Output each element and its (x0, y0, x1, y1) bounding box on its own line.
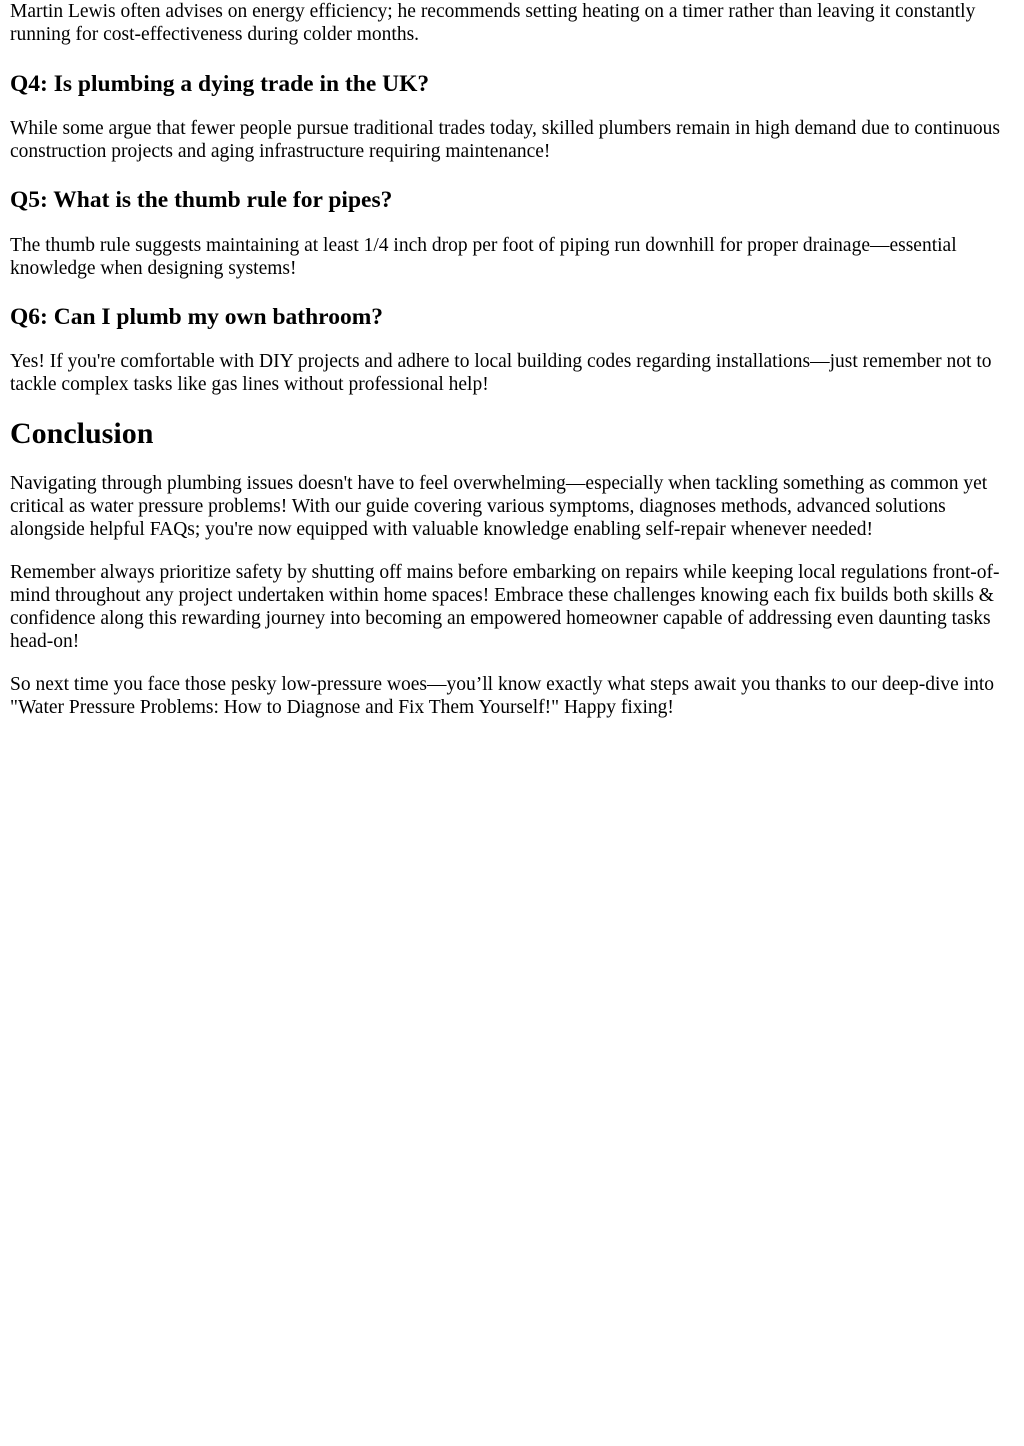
conclusion-paragraph: So next time you face those pesky low-pressure woes—you’ll know exactly what steps await you thanks to our deep-dive into "Water Pressure Problems: How to Diagnose and Fix Them Yourself!" Happy fixing! (10, 674, 994, 718)
faq-question-q4: Q4: Is plumbing a dying trade in the UK? (10, 71, 430, 97)
faq-question-q6: Q6: Can I plumb my own bathroom? (10, 304, 384, 330)
article-content (0, 0, 1024, 719)
faq-answer-q5: The thumb rule suggests maintaining at least 1/4 inch drop per foot of piping run downhill for proper drainage—essential knowledge when designing systems! (10, 235, 957, 279)
conclusion-paragraph: Navigating through plumbing issues doesn't have to feel overwhelming—especially when tackling something as common yet critical as water pressure problems! With our guide covering various symptoms, diagnoses methods, advanced solutions alongside helpful FAQs; you're now equipped with valuable knowledge enabling self-repair whenever needed! (10, 473, 988, 540)
faq-answer-q4: While some argue that fewer people pursue traditional trades today, skilled plumbers remain in high demand due to continuous construction projects and aging infrastructure requiring maintenance! (10, 118, 1000, 162)
faq-answer-q6: Yes! If you're comfortable with DIY projects and adhere to local building codes regarding installations—just remember not to tackle complex tasks like gas lines without professional help! (10, 351, 992, 395)
intro-paragraph: Martin Lewis often advises on energy efficiency; he recommends setting heating on a timer rather than leaving it constantly running for cost-effectiveness during colder months. (10, 1, 976, 45)
conclusion-paragraph: Remember always prioritize safety by shutting off mains before embarking on repairs while keeping local regulations front-of-mind throughout any project undertaken within home spaces! Embrace these challenges knowing each fix builds both skills & confidence along this rewarding journey into becoming an empowered homeowner capable of addressing even daunting tasks head-on! (10, 562, 1000, 652)
conclusion-heading: Conclusion (10, 417, 154, 450)
faq-question-q5: Q5: What is the thumb rule for pipes? (10, 187, 393, 213)
